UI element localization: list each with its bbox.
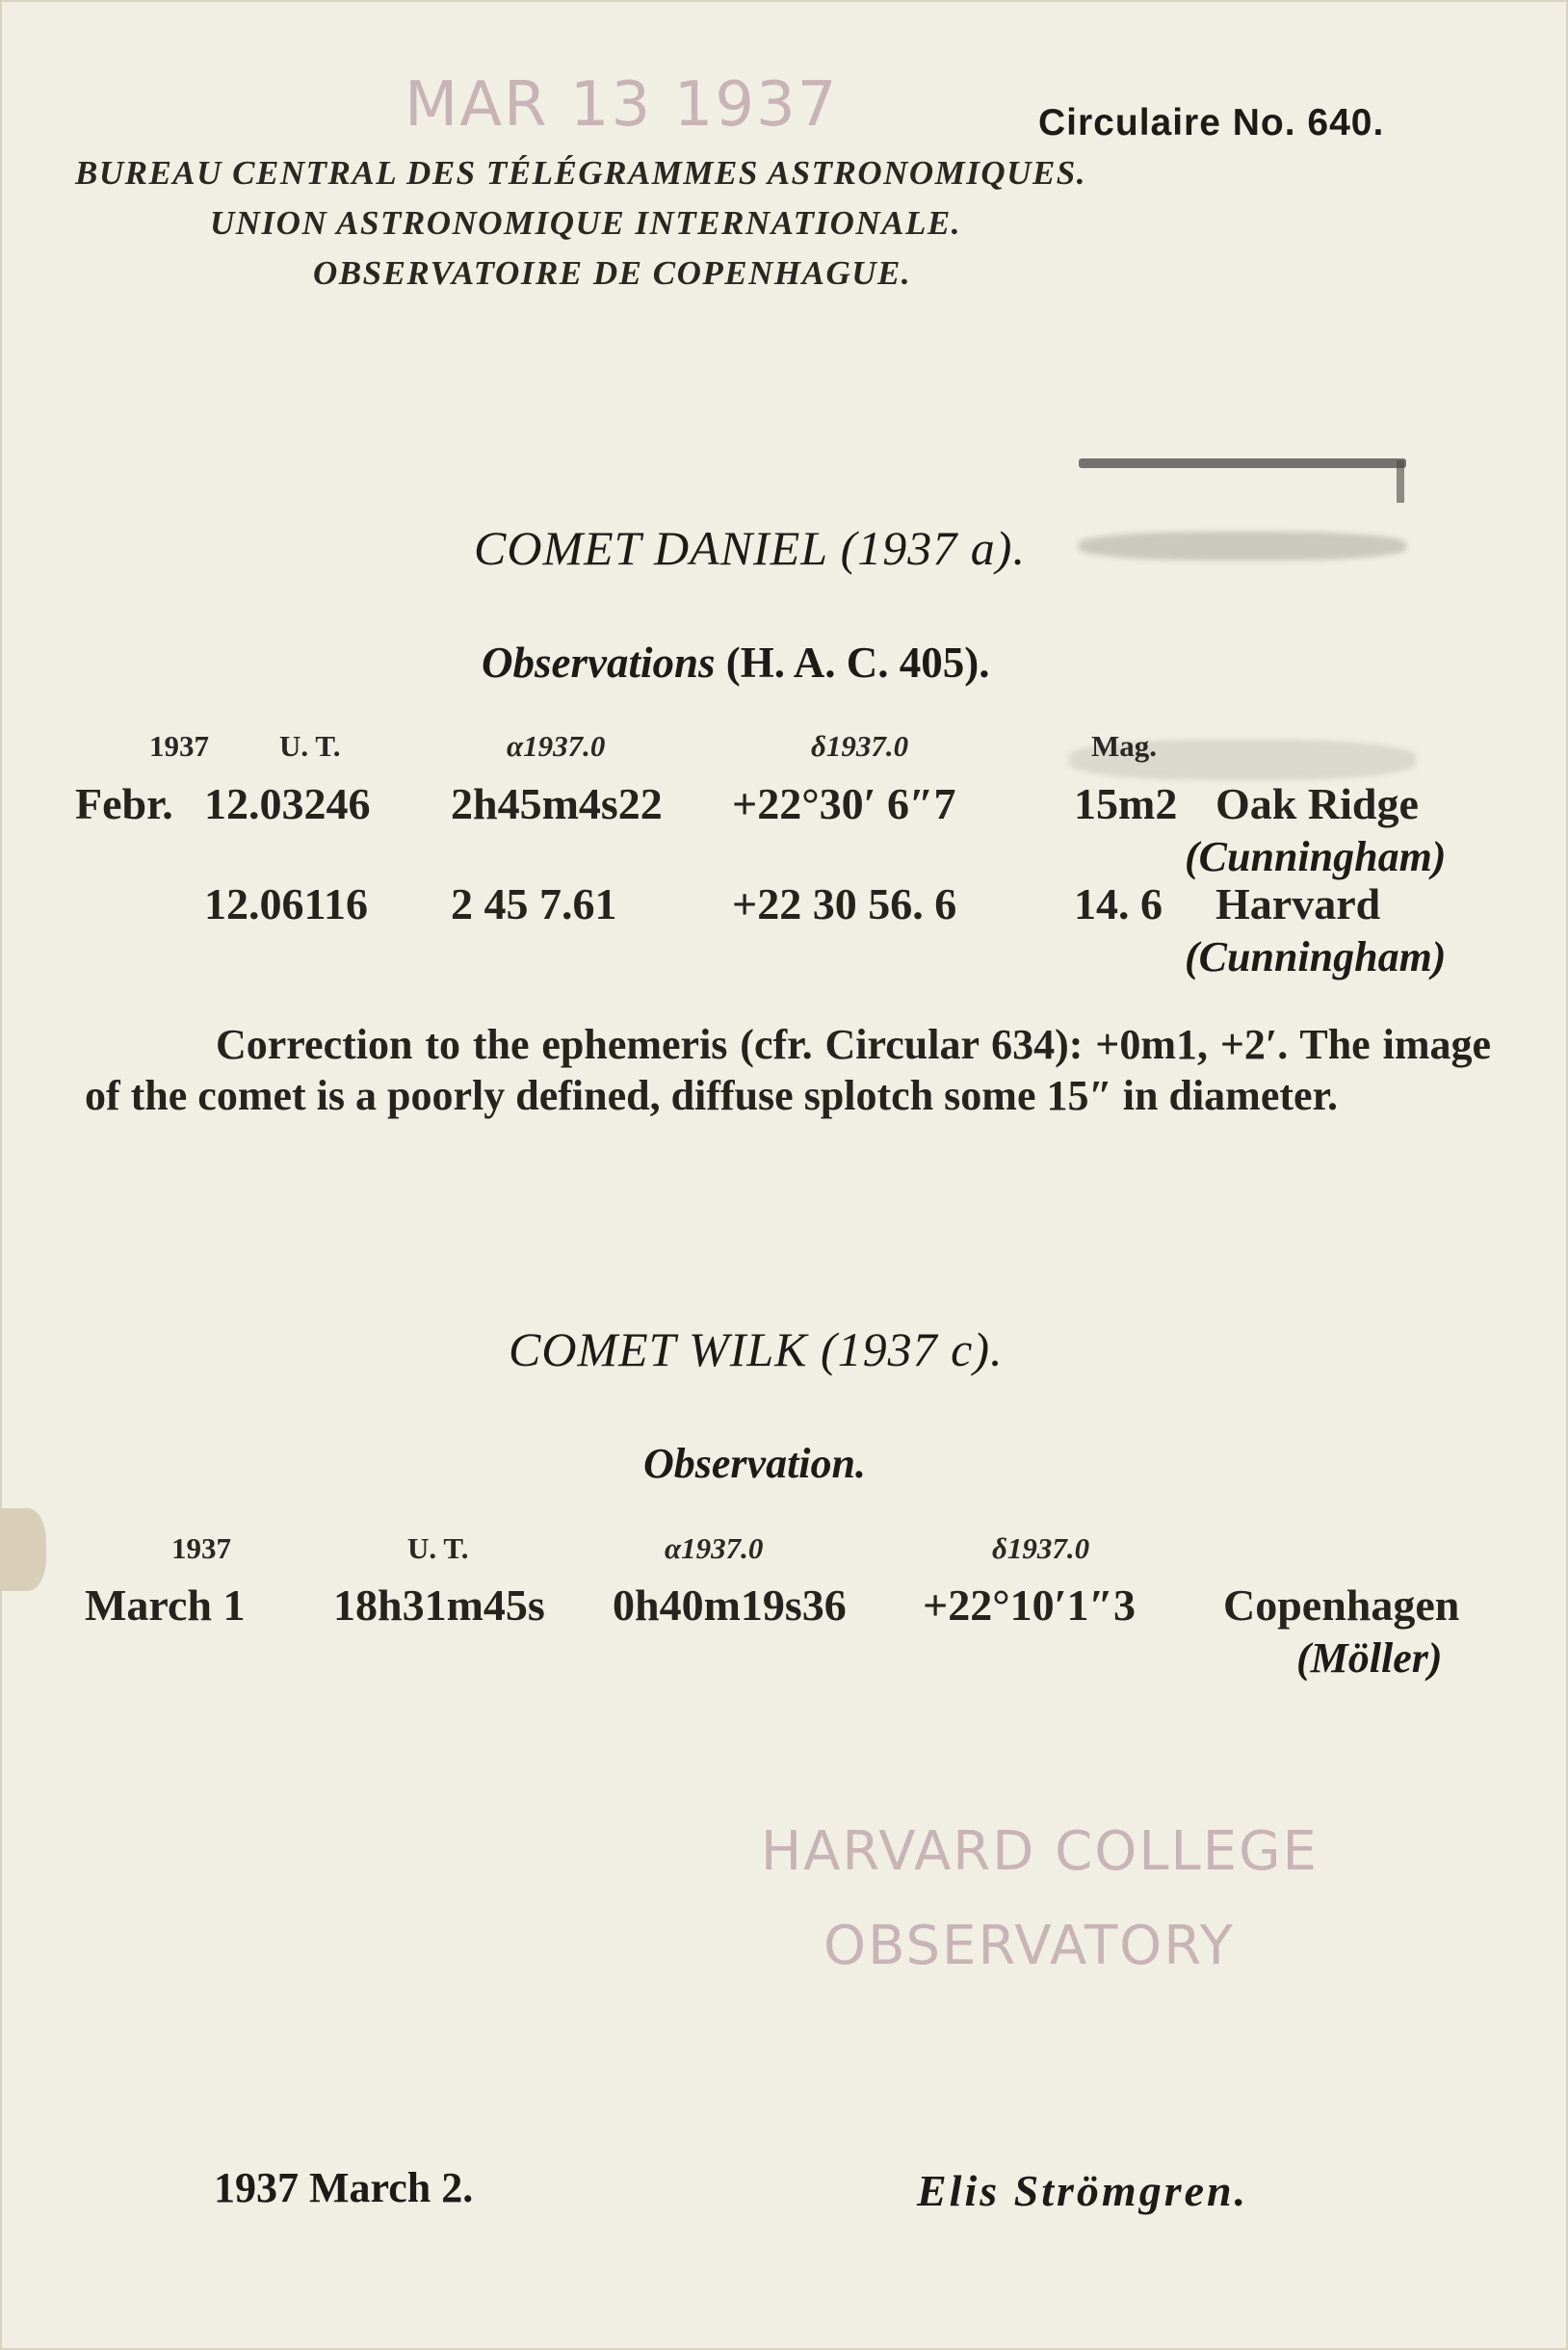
harvard-stamp-line1: HARVARD COLLEGE — [761, 1820, 1319, 1883]
daniel-row2-ra: 2 45 7.61 — [451, 879, 617, 928]
subtitle-source: (H. A. C. 405). — [725, 639, 990, 687]
daniel-row2-dec: +22 30 56. 6 — [732, 879, 957, 928]
comet-wilk-title: COMET WILK (1937 c). — [509, 1322, 1004, 1376]
header-observatory: OBSERVATOIRE DE COPENHAGUE. — [313, 254, 912, 292]
daniel-row1-mag: 15m2 — [1074, 779, 1178, 828]
harvard-stamp-line2: OBSERVATORY — [823, 1915, 1235, 1977]
wilk-station: Copenhagen — [1223, 1580, 1460, 1630]
daniel-row1-ra: 2h45m4s22 — [451, 779, 663, 828]
wilk-col-ra: α1937.0 — [665, 1531, 764, 1565]
signature: Elis Strömgren. — [917, 2166, 1249, 2215]
daniel-row1-observer: (Cunningham) — [1185, 833, 1447, 880]
daniel-row2-ut: 12.06116 — [204, 879, 368, 928]
col-ut: U. T. — [279, 729, 341, 763]
wilk-date: March 1 — [85, 1580, 246, 1630]
paper-tear — [0, 1508, 46, 1591]
daniel-row1-station: Oak Ridge — [1215, 779, 1419, 828]
issue-date: 1937 March 2. — [214, 2164, 474, 2211]
wilk-ut: 18h31m45s — [333, 1580, 545, 1630]
wilk-ra: 0h40m19s36 — [613, 1580, 847, 1630]
header-bureau: BUREAU CENTRAL DES TÉLÉGRAMMES ASTRONOMIQUES. — [75, 154, 1087, 192]
daniel-row1-month: Febr. — [75, 779, 173, 828]
wilk-col-ut: U. T. — [407, 1531, 469, 1565]
comet-daniel-subtitle — [482, 638, 990, 688]
col-year: 1937 — [149, 729, 209, 763]
ink-mark — [1397, 460, 1404, 503]
col-ra: α1937.0 — [507, 729, 606, 763]
col-dec: δ1937.0 — [811, 729, 909, 763]
daniel-row2-station: Harvard — [1215, 879, 1381, 928]
wilk-col-year: 1937 — [171, 1531, 231, 1565]
daniel-correction-paragraph: Correction to the ephemeris (cfr. Circular 634): +0m1, +2′. The image of the comet is a poorly defined, diffuse splotch some 15″ in diameter. — [85, 1021, 1491, 1119]
daniel-row2-observer: (Cunningham) — [1185, 933, 1447, 980]
comet-wilk-subtitle: Observation. — [643, 1440, 866, 1487]
daniel-row1-dec: +22°30′ 6″7 — [732, 779, 956, 828]
daniel-row2-mag: 14. 6 — [1074, 879, 1163, 928]
subtitle-observations: Observations — [482, 639, 716, 687]
ink-mark — [1079, 458, 1406, 468]
received-date-stamp: MAR 13 1937 — [405, 69, 839, 141]
col-mag: Mag. — [1091, 729, 1158, 763]
wilk-dec: +22°10′1″3 — [923, 1580, 1136, 1630]
wilk-col-dec: δ1937.0 — [992, 1531, 1090, 1565]
circular-number: Circulaire No. 640. — [1038, 102, 1385, 144]
wilk-observer: (Möller) — [1296, 1634, 1443, 1682]
header-union: UNION ASTRONOMIQUE INTERNATIONALE. — [210, 204, 961, 242]
daniel-row1-ut: 12.03246 — [204, 779, 371, 828]
smudge — [1079, 532, 1406, 561]
comet-daniel-title: COMET DANIEL (1937 a). — [474, 521, 1026, 575]
